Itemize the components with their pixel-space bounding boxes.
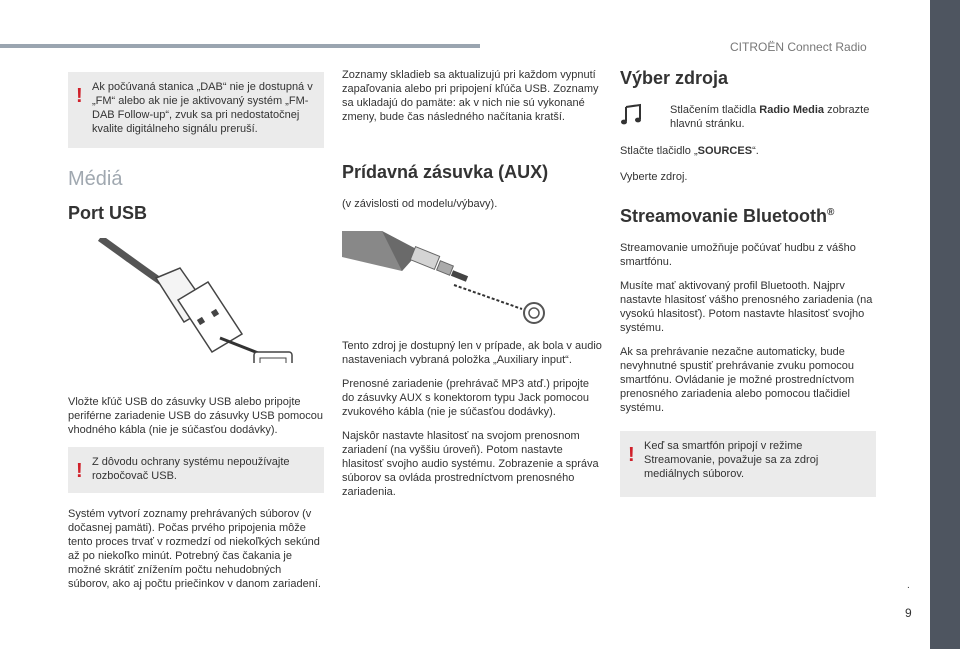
media-instruction [620, 103, 876, 132]
header-rule [0, 44, 480, 48]
exclamation-icon: ! [76, 460, 83, 482]
playlists-text: Zoznamy skladieb sa aktualizujú pri každom vypnutí zapaľovania alebo pri pripojení kľúča USB. Zoznamy sa ukladajú do pamäte: ak v nich nie sú vykonané zmeny, bude čas následného načítania kratší. [342, 69, 599, 123]
sources-text: Stlačte tlačidlo „SOURCES“. [620, 145, 759, 157]
usb-heading: Port USB [68, 203, 148, 223]
header-title: CITROËN Connect Radio [730, 40, 867, 54]
warning-box-hub [68, 447, 324, 493]
warning-text: Z dôvodu ochrany systému nepoužívajte rozbočovač USB. [92, 456, 290, 482]
aux-text-2: Prenosné zariadenie (prehrávač MP3 atď.) pripojte do zásuvky AUX s konektorom typu Jack pomocou zvukového kábla (nie je súčasťou dodávky). [342, 378, 590, 418]
section-title: Médiá [68, 168, 123, 190]
select-text: Vyberte zdroj. [620, 171, 688, 183]
warning-box-bt [620, 431, 876, 497]
music-note-icon [620, 103, 670, 132]
page-dot: . [907, 580, 910, 591]
media-text: Stlačením tlačidla Radio Media zobrazte hlavnú stránku. [670, 104, 870, 130]
bt-text-3: Ak sa prehrávanie nezačne automaticky, bude nevyhnutné spustiť prehrávanie zvuku pomocou smartfónu. Ovládanie je možné prostredníctvom prenosného zariadenia alebo pomocou tlačidiel systému. [620, 346, 855, 414]
aux-text-3: Najskôr nastavte hlasitosť na svojom prenosnom zariadení (na vyššiu úroveň). Potom nastavte hlasitosť svojho audio systému. Zobrazenie a správa súborov sa ovláda prostredníctvom prenosného zariadenia. [342, 430, 599, 498]
usb-plug-icon [68, 238, 324, 363]
page-number: 9 [905, 606, 912, 620]
usb-text: Vložte kľúč USB do zásuvky USB alebo pripojte periférne zariadenie USB do zásuvky USB pomocou vhodného kábla (nie je súčasťou dodávky). [68, 396, 323, 436]
column-1 [68, 60, 324, 601]
column-2 [342, 60, 602, 509]
column-3 [620, 60, 876, 497]
warning-text: Keď sa smartfón pripojí v režime Streamovanie, považuje sa za zdroj mediálnych súborov. [644, 440, 819, 480]
bt-heading: Streamovanie Bluetooth® [620, 206, 835, 226]
warning-box-dab [68, 72, 324, 148]
warning-text: Ak počúvaná stanica „DAB“ nie je dostupná v „FM“ alebo ak nie je aktivovaný systém „FM-DAB Follow-up“, zvuk sa pri nedostatočnej kvalite digitálneho signálu preruší. [92, 81, 313, 135]
aux-heading: Prídavná zásuvka (AUX) [342, 162, 549, 182]
usb-illustration [68, 238, 324, 363]
aux-text-1: Tento zdroj je dostupný len v prípade, ak bola v audio nastaveniach vybraná položka „Auxiliary input“. [342, 340, 602, 366]
system-text: Systém vytvorí zoznamy prehrávaných súborov (v dočasnej pamäti). Počas prvého pripojenia môže tento proces trvať v rozmedzí od niekoľkých sekúnd až po niekoľko minút. Potrebný čas čakania je možné skrátiť znížením počtu nehudobných súborov, ako aj počtu priečinkov v danom zariadení. [68, 508, 321, 590]
exclamation-icon: ! [76, 85, 83, 107]
aux-illustration [342, 221, 602, 329]
bt-text-2: Musíte mať aktivovaný profil Bluetooth. Najprv nastavte hlasitosť vášho prenosného zariadenia (na vysokú hlasitosť). Potom nastavte hlasitosť svojho systému. [620, 280, 873, 334]
source-heading: Výber zdroja [620, 68, 729, 88]
exclamation-icon: ! [628, 444, 635, 466]
aux-note: (v závislosti od modelu/výbavy). [342, 198, 498, 210]
jack-plug-icon [342, 221, 602, 329]
bt-text-1: Streamovanie umožňuje počúvať hudbu z vášho smartfónu. [620, 242, 856, 268]
side-tab [930, 0, 960, 649]
